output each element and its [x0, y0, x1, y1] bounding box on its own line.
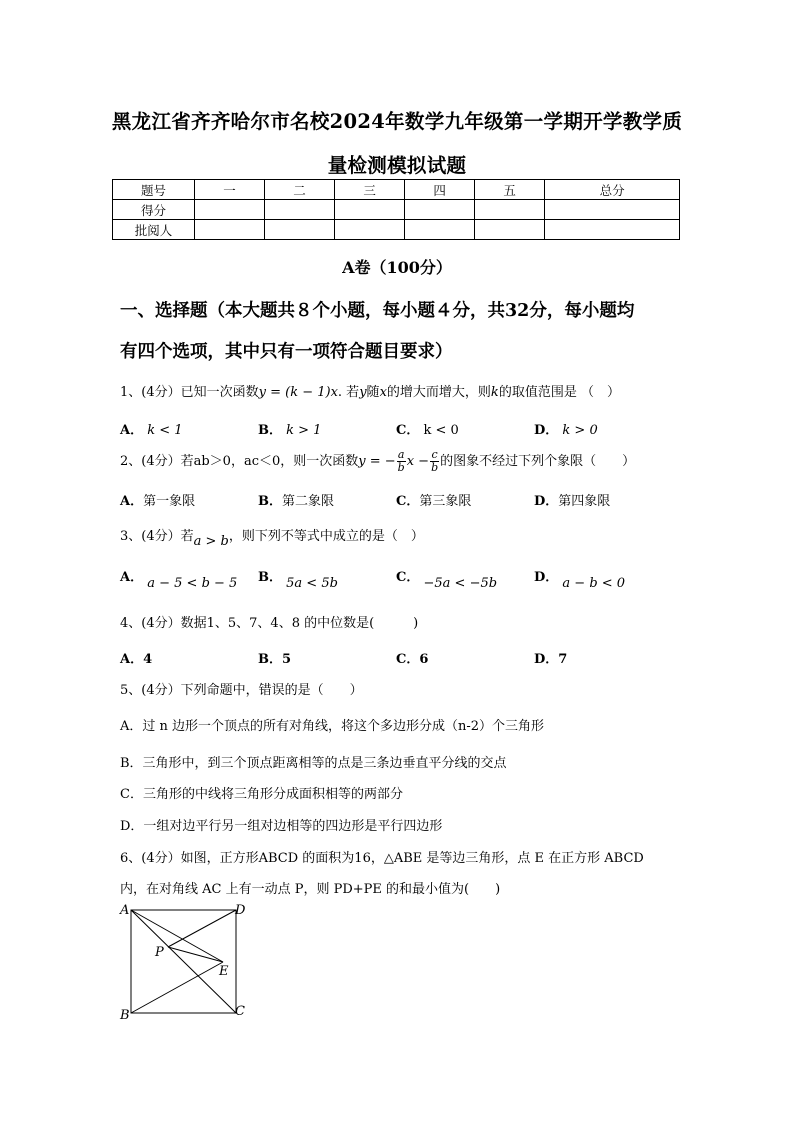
score-cell[interactable]: [335, 200, 405, 220]
option-label: B．: [258, 423, 282, 438]
q2-option-b[interactable]: [258, 490, 334, 509]
q5-option-a[interactable]: A．过 n 边形一个顶点的所有对角线，将这个多边形分成（n-2）个三角形: [120, 719, 545, 734]
header-cell: 四: [405, 180, 475, 200]
q2-text: 的图象不经过下列个象限（ ）: [440, 454, 636, 469]
option-label: A．: [120, 652, 144, 667]
option-value: 第二象限: [282, 494, 335, 509]
question-2: [120, 449, 635, 474]
option-label: D．: [534, 570, 559, 585]
option-value: 7: [558, 652, 568, 667]
option-value: 第一象限: [143, 494, 196, 509]
q1-text: 随: [366, 385, 380, 400]
q1-var: x: [379, 385, 387, 400]
header-cell: 二: [265, 180, 335, 200]
geometry-figure: [110, 898, 260, 1024]
option-label: A．: [120, 423, 144, 438]
score-cell[interactable]: [335, 220, 405, 240]
q1-option-b[interactable]: [258, 419, 321, 438]
header-cell: 一: [195, 180, 265, 200]
option-value: k > 1: [286, 423, 322, 438]
score-cell[interactable]: [545, 200, 680, 220]
question-6-line2: 内，在对角线 AC 上有一动点 P，则 PD+PE 的和最小值为( ): [120, 882, 501, 897]
header-cell: 题号: [113, 180, 195, 200]
q5-option-d[interactable]: D．一组对边平行另一组对边相等的四边形是平行四边形: [120, 819, 443, 834]
q2-text: 2、(4分）若ab＞0，ac＜0，则一次函数: [120, 454, 359, 469]
option-value: −5a < −5b: [423, 576, 498, 591]
segment-pd: [168, 910, 236, 947]
section1-heading-line1: 一、选择题（本大题共８个小题，每小题４分，共32分，每小题均: [120, 301, 635, 321]
q2-fraction-a-b: [397, 449, 406, 474]
score-table-header-row: [113, 180, 680, 200]
option-value: 4: [143, 652, 153, 667]
label-d: D: [235, 903, 246, 918]
score-cell[interactable]: [475, 220, 545, 240]
option-label: A．: [120, 494, 144, 509]
score-cell[interactable]: [265, 220, 335, 240]
score-cell[interactable]: [265, 200, 335, 220]
q5-option-c[interactable]: C．三角形的中线将三角形分成面积相等的两部分: [120, 787, 403, 802]
q4-option-b[interactable]: [258, 648, 291, 667]
q1-option-d[interactable]: [534, 419, 598, 438]
score-cell[interactable]: [475, 200, 545, 220]
option-label: B．: [258, 494, 282, 509]
q2-option-a[interactable]: [120, 490, 195, 509]
question-3: [120, 525, 424, 549]
q1-var: y: [359, 385, 367, 400]
q4-option-c[interactable]: [396, 648, 428, 667]
label-c: C: [235, 1004, 245, 1019]
row-label: 批阅人: [113, 220, 195, 240]
score-cell[interactable]: [545, 220, 680, 240]
segment-ae: [131, 910, 223, 962]
question-1: [120, 381, 620, 400]
q3-text: 3、(4分）若: [120, 529, 194, 544]
q4-option-a[interactable]: [120, 648, 152, 667]
header-cell: 五: [475, 180, 545, 200]
option-value: 6: [419, 652, 429, 667]
q1-formula: y = (k − 1)x: [258, 385, 338, 400]
q1-text: 1、(4分）已知一次函数: [120, 385, 259, 400]
q1-text: . 若: [337, 385, 360, 400]
option-value: a − 5 < b − 5: [147, 576, 238, 591]
option-value: k < 0: [423, 423, 459, 438]
q3-option-a[interactable]: [120, 566, 238, 591]
option-label: D．: [534, 423, 559, 438]
option-label: B．: [258, 570, 282, 585]
segment-be: [131, 962, 223, 1013]
option-label: C．: [396, 423, 420, 438]
label-b: B: [120, 1008, 130, 1023]
q2-option-c[interactable]: [396, 490, 471, 509]
q1-text: 的增大而增大，则: [386, 385, 491, 400]
section1-heading-line2: 有四个选项，其中只有一项符合题目要求）: [120, 342, 453, 362]
option-label: B．: [258, 652, 282, 667]
page-title-line2: 量检测模拟试题: [327, 154, 467, 177]
q3-option-d[interactable]: [534, 566, 626, 591]
q2-formula: x −: [406, 454, 430, 469]
q3-condition: a > b: [193, 534, 229, 549]
q1-option-c[interactable]: [396, 419, 459, 438]
q1-var: k: [490, 385, 499, 400]
q2-option-d[interactable]: [534, 490, 610, 509]
page-title-line1: 黑龙江省齐齐哈尔市名校2024年数学九年级第一学期开学教学质: [111, 110, 683, 133]
option-label: D．: [534, 494, 559, 509]
score-cell[interactable]: [405, 220, 475, 240]
score-table-row: [113, 200, 680, 220]
numerator: a: [397, 448, 405, 461]
option-label: C．: [396, 652, 420, 667]
question-6-line1: 6、(4分）如图，正方形ABCD 的面积为16，△ABE 是等边三角形，点 E 在正方形 ABCD: [120, 851, 644, 866]
option-label: C．: [396, 570, 420, 585]
label-p: P: [155, 945, 164, 960]
q3-option-b[interactable]: [258, 566, 338, 591]
header-cell: 三: [335, 180, 405, 200]
option-value: 5a < 5b: [286, 576, 338, 591]
q3-text: ，则下列不等式中成立的是（ ）: [228, 529, 424, 544]
option-value: 第三象限: [419, 494, 472, 509]
q1-option-a[interactable]: [120, 419, 183, 438]
label-a: A: [120, 903, 130, 918]
section-a-heading: A卷（100分）: [342, 258, 452, 277]
option-value: k > 0: [562, 423, 598, 438]
option-value: 5: [282, 652, 292, 667]
numerator: c: [431, 448, 438, 461]
score-cell[interactable]: [195, 200, 265, 220]
q3-option-c[interactable]: [396, 566, 498, 591]
score-table: [112, 179, 680, 240]
question-4: 4、(4分）数据1、5、7、4、8 的中位数是( ): [120, 616, 419, 631]
header-cell: 总分: [545, 180, 680, 200]
option-value: k < 1: [147, 423, 183, 438]
option-label: A．: [120, 570, 144, 585]
q4-option-d[interactable]: [534, 648, 567, 667]
question-5: 5、(4分）下列命题中，错误的是（ ）: [120, 683, 363, 698]
label-e: E: [219, 964, 229, 979]
option-label: C．: [396, 494, 420, 509]
option-value: 第四象限: [558, 494, 611, 509]
score-table-row: [113, 220, 680, 240]
score-cell[interactable]: [405, 200, 475, 220]
denominator: b: [431, 461, 439, 474]
row-label: 得分: [113, 200, 195, 220]
option-label: D．: [534, 652, 559, 667]
score-cell[interactable]: [195, 220, 265, 240]
q2-formula: y = −: [358, 454, 396, 469]
q5-option-b[interactable]: B．三角形中，到三个顶点距离相等的点是三条边垂直平分线的交点: [120, 756, 507, 771]
q1-text: 的取值范围是 （ ）: [498, 385, 620, 400]
denominator: b: [397, 461, 405, 474]
q2-fraction-c-b: [430, 449, 439, 474]
option-value: a − b < 0: [562, 576, 626, 591]
